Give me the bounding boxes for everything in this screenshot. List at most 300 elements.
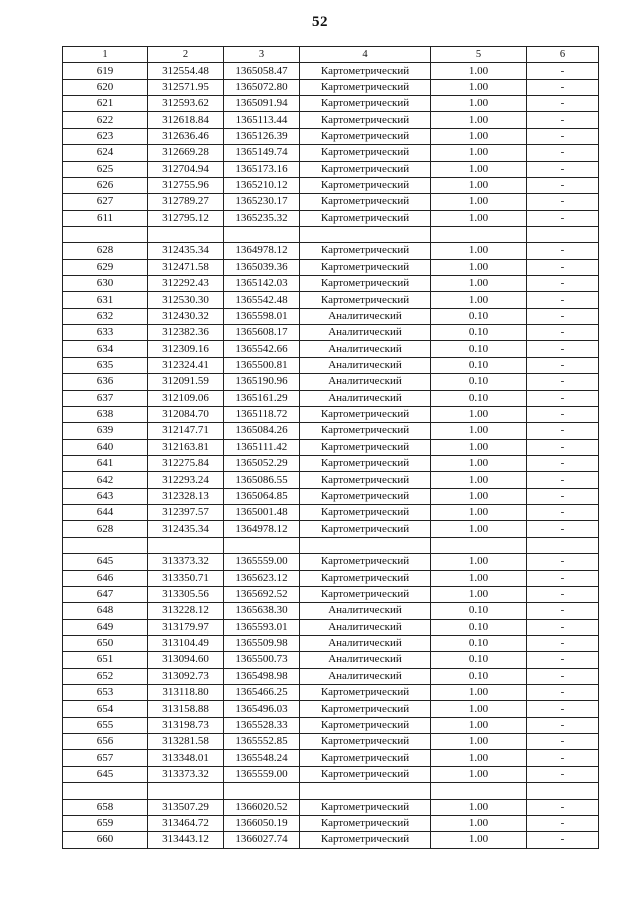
table-row [63,374,599,390]
point-number-cell: 657 [63,750,148,766]
coordinate-y-cell: 1365692.52 [224,586,300,602]
note-cell: - [527,194,599,210]
note-cell: - [527,652,599,668]
note-cell: - [527,603,599,619]
point-number-cell: 637 [63,390,148,406]
table-row [63,243,599,259]
note-cell: - [527,374,599,390]
point-number-cell: 648 [63,603,148,619]
note-cell: - [527,799,599,815]
coordinate-x-cell: 312309.16 [148,341,224,357]
accuracy-cell: 1.00 [431,488,527,504]
coordinate-y-cell: 1365466.25 [224,685,300,701]
method-cell: Картометрический [300,815,431,831]
point-number-cell: 658 [63,799,148,815]
coordinate-x-cell: 312091.59 [148,374,224,390]
note-cell: - [527,815,599,831]
coordinate-y-cell: 1365623.12 [224,570,300,586]
table-row [63,505,599,521]
coordinate-y-cell: 1364978.12 [224,521,300,537]
coordinate-x-cell: 313373.32 [148,554,224,570]
table-row [63,783,599,799]
coordinate-y-cell: 1365111.42 [224,439,300,455]
point-number-cell: 631 [63,292,148,308]
coordinate-x-cell: 312324.41 [148,357,224,373]
note-cell: - [527,439,599,455]
coordinate-y-cell: 1365142.03 [224,276,300,292]
accuracy-cell: 1.00 [431,292,527,308]
coordinate-x-cell [148,226,224,242]
coordinate-x-cell: 312109.06 [148,390,224,406]
method-cell: Картометрический [300,832,431,848]
coordinate-x-cell: 313092.73 [148,668,224,684]
method-cell: Картометрический [300,276,431,292]
coordinate-y-cell: 1365084.26 [224,423,300,439]
table-header-row [63,47,599,63]
accuracy-cell: 1.00 [431,210,527,226]
method-cell: Картометрический [300,472,431,488]
table-row [63,292,599,308]
method-cell: Картометрический [300,488,431,504]
accuracy-cell: 0.10 [431,357,527,373]
coordinate-y-cell [224,226,300,242]
note-cell: - [527,570,599,586]
point-number-cell: 643 [63,488,148,504]
coordinate-x-cell: 312554.48 [148,63,224,79]
accuracy-cell: 0.10 [431,390,527,406]
coordinate-x-cell: 312275.84 [148,455,224,471]
coordinate-y-cell: 1365091.94 [224,96,300,112]
coordinate-x-cell: 312328.13 [148,488,224,504]
table-row [63,308,599,324]
coordinate-x-cell: 313281.58 [148,734,224,750]
coordinate-y-cell: 1365052.29 [224,455,300,471]
note-cell [527,226,599,242]
accuracy-cell: 0.10 [431,635,527,651]
coordinate-y-cell: 1365230.17 [224,194,300,210]
point-number-cell: 629 [63,259,148,275]
note-cell: - [527,210,599,226]
coordinate-x-cell: 312430.32 [148,308,224,324]
coordinate-x-cell: 312435.34 [148,521,224,537]
coordinate-y-cell: 1365210.12 [224,177,300,193]
note-cell: - [527,292,599,308]
method-cell: Картометрический [300,210,431,226]
note-cell: - [527,357,599,373]
table-row [63,112,599,128]
accuracy-cell: 1.00 [431,766,527,782]
coordinate-y-cell: 1365500.81 [224,357,300,373]
coordinate-y-cell: 1366050.19 [224,815,300,831]
method-cell: Картометрический [300,161,431,177]
table-row [63,357,599,373]
accuracy-cell: 1.00 [431,701,527,717]
table-row [63,488,599,504]
method-cell [300,226,431,242]
coordinate-x-cell: 312293.24 [148,472,224,488]
point-number-cell [63,537,148,553]
note-cell: - [527,423,599,439]
point-number-cell: 625 [63,161,148,177]
accuracy-cell: 1.00 [431,554,527,570]
note-cell: - [527,619,599,635]
accuracy-cell: 1.00 [431,570,527,586]
coordinate-y-cell: 1365559.00 [224,554,300,570]
point-number-cell: 656 [63,734,148,750]
note-cell: - [527,145,599,161]
accuracy-cell: 1.00 [431,815,527,831]
table-row [63,194,599,210]
accuracy-cell [431,783,527,799]
method-cell: Аналитический [300,308,431,324]
note-cell: - [527,472,599,488]
coordinate-x-cell: 313443.12 [148,832,224,848]
point-number-cell: 633 [63,325,148,341]
accuracy-cell: 1.00 [431,750,527,766]
note-cell: - [527,325,599,341]
coordinate-y-cell: 1365072.80 [224,79,300,95]
table-row [63,472,599,488]
point-number-cell: 626 [63,177,148,193]
coordinate-x-cell: 312789.27 [148,194,224,210]
coordinate-y-cell: 1365149.74 [224,145,300,161]
coordinate-x-cell: 312435.34 [148,243,224,259]
table-row [63,537,599,553]
note-cell: - [527,505,599,521]
point-number-cell: 632 [63,308,148,324]
coordinate-y-cell: 1365058.47 [224,63,300,79]
note-cell: - [527,521,599,537]
point-number-cell: 642 [63,472,148,488]
table-row [63,832,599,848]
table-row [63,390,599,406]
method-cell: Картометрический [300,63,431,79]
point-number-cell: 651 [63,652,148,668]
method-cell: Аналитический [300,374,431,390]
point-number-cell: 621 [63,96,148,112]
method-cell: Картометрический [300,177,431,193]
method-cell: Картометрический [300,79,431,95]
note-cell: - [527,668,599,684]
accuracy-cell: 1.00 [431,194,527,210]
coordinate-x-cell: 312084.70 [148,406,224,422]
note-cell: - [527,79,599,95]
method-cell [300,537,431,553]
table-row [63,668,599,684]
accuracy-cell: 1.00 [431,439,527,455]
method-cell: Аналитический [300,357,431,373]
table-row [63,161,599,177]
accuracy-cell: 1.00 [431,145,527,161]
method-cell: Картометрический [300,259,431,275]
coordinate-x-cell: 313118.80 [148,685,224,701]
column-header: 2 [148,47,224,63]
point-number-cell: 628 [63,521,148,537]
coordinate-x-cell: 313094.60 [148,652,224,668]
method-cell: Картометрический [300,570,431,586]
method-cell: Картометрический [300,554,431,570]
coordinate-y-cell: 1365528.33 [224,717,300,733]
point-number-cell: 636 [63,374,148,390]
point-number-cell: 635 [63,357,148,373]
accuracy-cell: 0.10 [431,341,527,357]
method-cell: Картометрический [300,145,431,161]
table-row [63,145,599,161]
method-cell: Картометрический [300,96,431,112]
accuracy-cell: 0.10 [431,668,527,684]
coordinate-x-cell: 313507.29 [148,799,224,815]
table-row [63,554,599,570]
table-row [63,521,599,537]
accuracy-cell: 0.10 [431,652,527,668]
column-header: 4 [300,47,431,63]
table-row [63,63,599,79]
coordinate-y-cell: 1365608.17 [224,325,300,341]
coordinate-y-cell: 1365496.03 [224,701,300,717]
point-number-cell: 619 [63,63,148,79]
point-number-cell: 611 [63,210,148,226]
note-cell: - [527,701,599,717]
method-cell: Аналитический [300,390,431,406]
table-row [63,635,599,651]
coordinate-x-cell: 312755.96 [148,177,224,193]
coordinate-y-cell [224,783,300,799]
column-header: 5 [431,47,527,63]
coordinate-x-cell: 313179.97 [148,619,224,635]
accuracy-cell: 1.00 [431,717,527,733]
method-cell: Картометрический [300,292,431,308]
point-number-cell [63,783,148,799]
point-number-cell: 640 [63,439,148,455]
note-cell: - [527,406,599,422]
accuracy-cell: 1.00 [431,423,527,439]
point-number-cell: 649 [63,619,148,635]
table-row [63,276,599,292]
method-cell: Аналитический [300,652,431,668]
coordinate-x-cell: 312163.81 [148,439,224,455]
note-cell: - [527,390,599,406]
accuracy-cell: 1.00 [431,734,527,750]
table-row [63,815,599,831]
coordinate-x-cell: 312471.58 [148,259,224,275]
method-cell: Картометрический [300,521,431,537]
point-number-cell: 624 [63,145,148,161]
column-header: 1 [63,47,148,63]
method-cell: Картометрический [300,799,431,815]
table-row [63,750,599,766]
note-cell: - [527,685,599,701]
point-number-cell: 646 [63,570,148,586]
note-cell: - [527,766,599,782]
coordinate-y-cell: 1366020.52 [224,799,300,815]
method-cell: Картометрический [300,685,431,701]
coordinate-y-cell: 1365173.16 [224,161,300,177]
table-row [63,96,599,112]
note-cell: - [527,128,599,144]
coordinate-x-cell: 312669.28 [148,145,224,161]
coordinate-x-cell: 312292.43 [148,276,224,292]
method-cell: Картометрический [300,406,431,422]
accuracy-cell: 1.00 [431,406,527,422]
coordinate-x-cell [148,783,224,799]
coordinate-x-cell: 312593.62 [148,96,224,112]
coordinate-y-cell: 1365552.85 [224,734,300,750]
point-number-cell: 639 [63,423,148,439]
table-row [63,455,599,471]
coordinate-y-cell: 1365498.98 [224,668,300,684]
point-number-cell: 645 [63,554,148,570]
note-cell: - [527,161,599,177]
coordinate-x-cell: 313198.73 [148,717,224,733]
note-cell: - [527,177,599,193]
coordinates-table [62,46,599,849]
coordinate-y-cell: 1365126.39 [224,128,300,144]
method-cell [300,783,431,799]
point-number-cell: 623 [63,128,148,144]
method-cell: Картометрический [300,243,431,259]
point-number-cell: 650 [63,635,148,651]
note-cell: - [527,832,599,848]
coordinate-x-cell: 312704.94 [148,161,224,177]
table-row [63,717,599,733]
note-cell: - [527,63,599,79]
table-row [63,259,599,275]
note-cell: - [527,586,599,602]
method-cell: Картометрический [300,194,431,210]
accuracy-cell: 1.00 [431,161,527,177]
point-number-cell: 654 [63,701,148,717]
table-row [63,406,599,422]
coordinate-x-cell: 312795.12 [148,210,224,226]
coordinate-y-cell: 1365039.36 [224,259,300,275]
point-number-cell: 645 [63,766,148,782]
table-row [63,619,599,635]
method-cell: Аналитический [300,619,431,635]
accuracy-cell: 1.00 [431,586,527,602]
point-number-cell: 647 [63,586,148,602]
coordinate-x-cell: 313305.56 [148,586,224,602]
accuracy-cell: 1.00 [431,276,527,292]
coordinate-y-cell: 1365161.29 [224,390,300,406]
table-row [63,586,599,602]
point-number-cell [63,226,148,242]
note-cell [527,537,599,553]
coordinate-y-cell: 1365593.01 [224,619,300,635]
table-row [63,766,599,782]
coordinate-x-cell: 312618.84 [148,112,224,128]
note-cell: - [527,488,599,504]
point-number-cell: 641 [63,455,148,471]
note-cell [527,783,599,799]
note-cell: - [527,750,599,766]
coordinate-y-cell: 1365086.55 [224,472,300,488]
point-number-cell: 620 [63,79,148,95]
method-cell: Картометрический [300,717,431,733]
coordinate-x-cell: 313104.49 [148,635,224,651]
coordinate-y-cell: 1365500.73 [224,652,300,668]
note-cell: - [527,717,599,733]
coordinate-x-cell: 312571.95 [148,79,224,95]
method-cell: Аналитический [300,635,431,651]
table-row [63,603,599,619]
note-cell: - [527,554,599,570]
column-header: 6 [527,47,599,63]
coordinate-x-cell: 313228.12 [148,603,224,619]
table-row [63,177,599,193]
note-cell: - [527,455,599,471]
point-number-cell: 659 [63,815,148,831]
accuracy-cell: 0.10 [431,603,527,619]
accuracy-cell: 0.10 [431,619,527,635]
accuracy-cell: 1.00 [431,832,527,848]
accuracy-cell: 1.00 [431,243,527,259]
note-cell: - [527,243,599,259]
accuracy-cell: 0.10 [431,308,527,324]
accuracy-cell: 1.00 [431,79,527,95]
method-cell: Аналитический [300,325,431,341]
coordinate-x-cell [148,537,224,553]
table-row [63,652,599,668]
accuracy-cell [431,537,527,553]
coordinate-x-cell: 312397.57 [148,505,224,521]
table-row [63,439,599,455]
table-row [63,423,599,439]
point-number-cell: 627 [63,194,148,210]
table-row [63,341,599,357]
note-cell: - [527,112,599,128]
accuracy-cell: 1.00 [431,505,527,521]
method-cell: Картометрический [300,455,431,471]
coordinate-y-cell: 1365235.32 [224,210,300,226]
point-number-cell: 660 [63,832,148,848]
method-cell: Аналитический [300,668,431,684]
accuracy-cell [431,226,527,242]
coordinate-x-cell: 312530.30 [148,292,224,308]
table-row [63,734,599,750]
method-cell: Аналитический [300,341,431,357]
method-cell: Картометрический [300,439,431,455]
point-number-cell: 644 [63,505,148,521]
coordinate-y-cell [224,537,300,553]
coordinate-y-cell: 1365542.66 [224,341,300,357]
method-cell: Картометрический [300,128,431,144]
note-cell: - [527,96,599,112]
column-header: 3 [224,47,300,63]
method-cell: Аналитический [300,603,431,619]
note-cell: - [527,341,599,357]
point-number-cell: 638 [63,406,148,422]
coordinate-y-cell: 1365190.96 [224,374,300,390]
table-row [63,701,599,717]
coordinate-y-cell: 1364978.12 [224,243,300,259]
table-row [63,799,599,815]
coordinate-y-cell: 1365542.48 [224,292,300,308]
point-number-cell: 634 [63,341,148,357]
note-cell: - [527,308,599,324]
method-cell: Картометрический [300,750,431,766]
table-row [63,685,599,701]
coordinate-y-cell: 1365598.01 [224,308,300,324]
accuracy-cell: 1.00 [431,521,527,537]
accuracy-cell: 1.00 [431,63,527,79]
accuracy-cell: 1.00 [431,96,527,112]
coordinate-x-cell: 313348.01 [148,750,224,766]
coordinate-x-cell: 312382.36 [148,325,224,341]
coordinate-y-cell: 1365548.24 [224,750,300,766]
coordinate-y-cell: 1365638.30 [224,603,300,619]
note-cell: - [527,276,599,292]
method-cell: Картометрический [300,586,431,602]
